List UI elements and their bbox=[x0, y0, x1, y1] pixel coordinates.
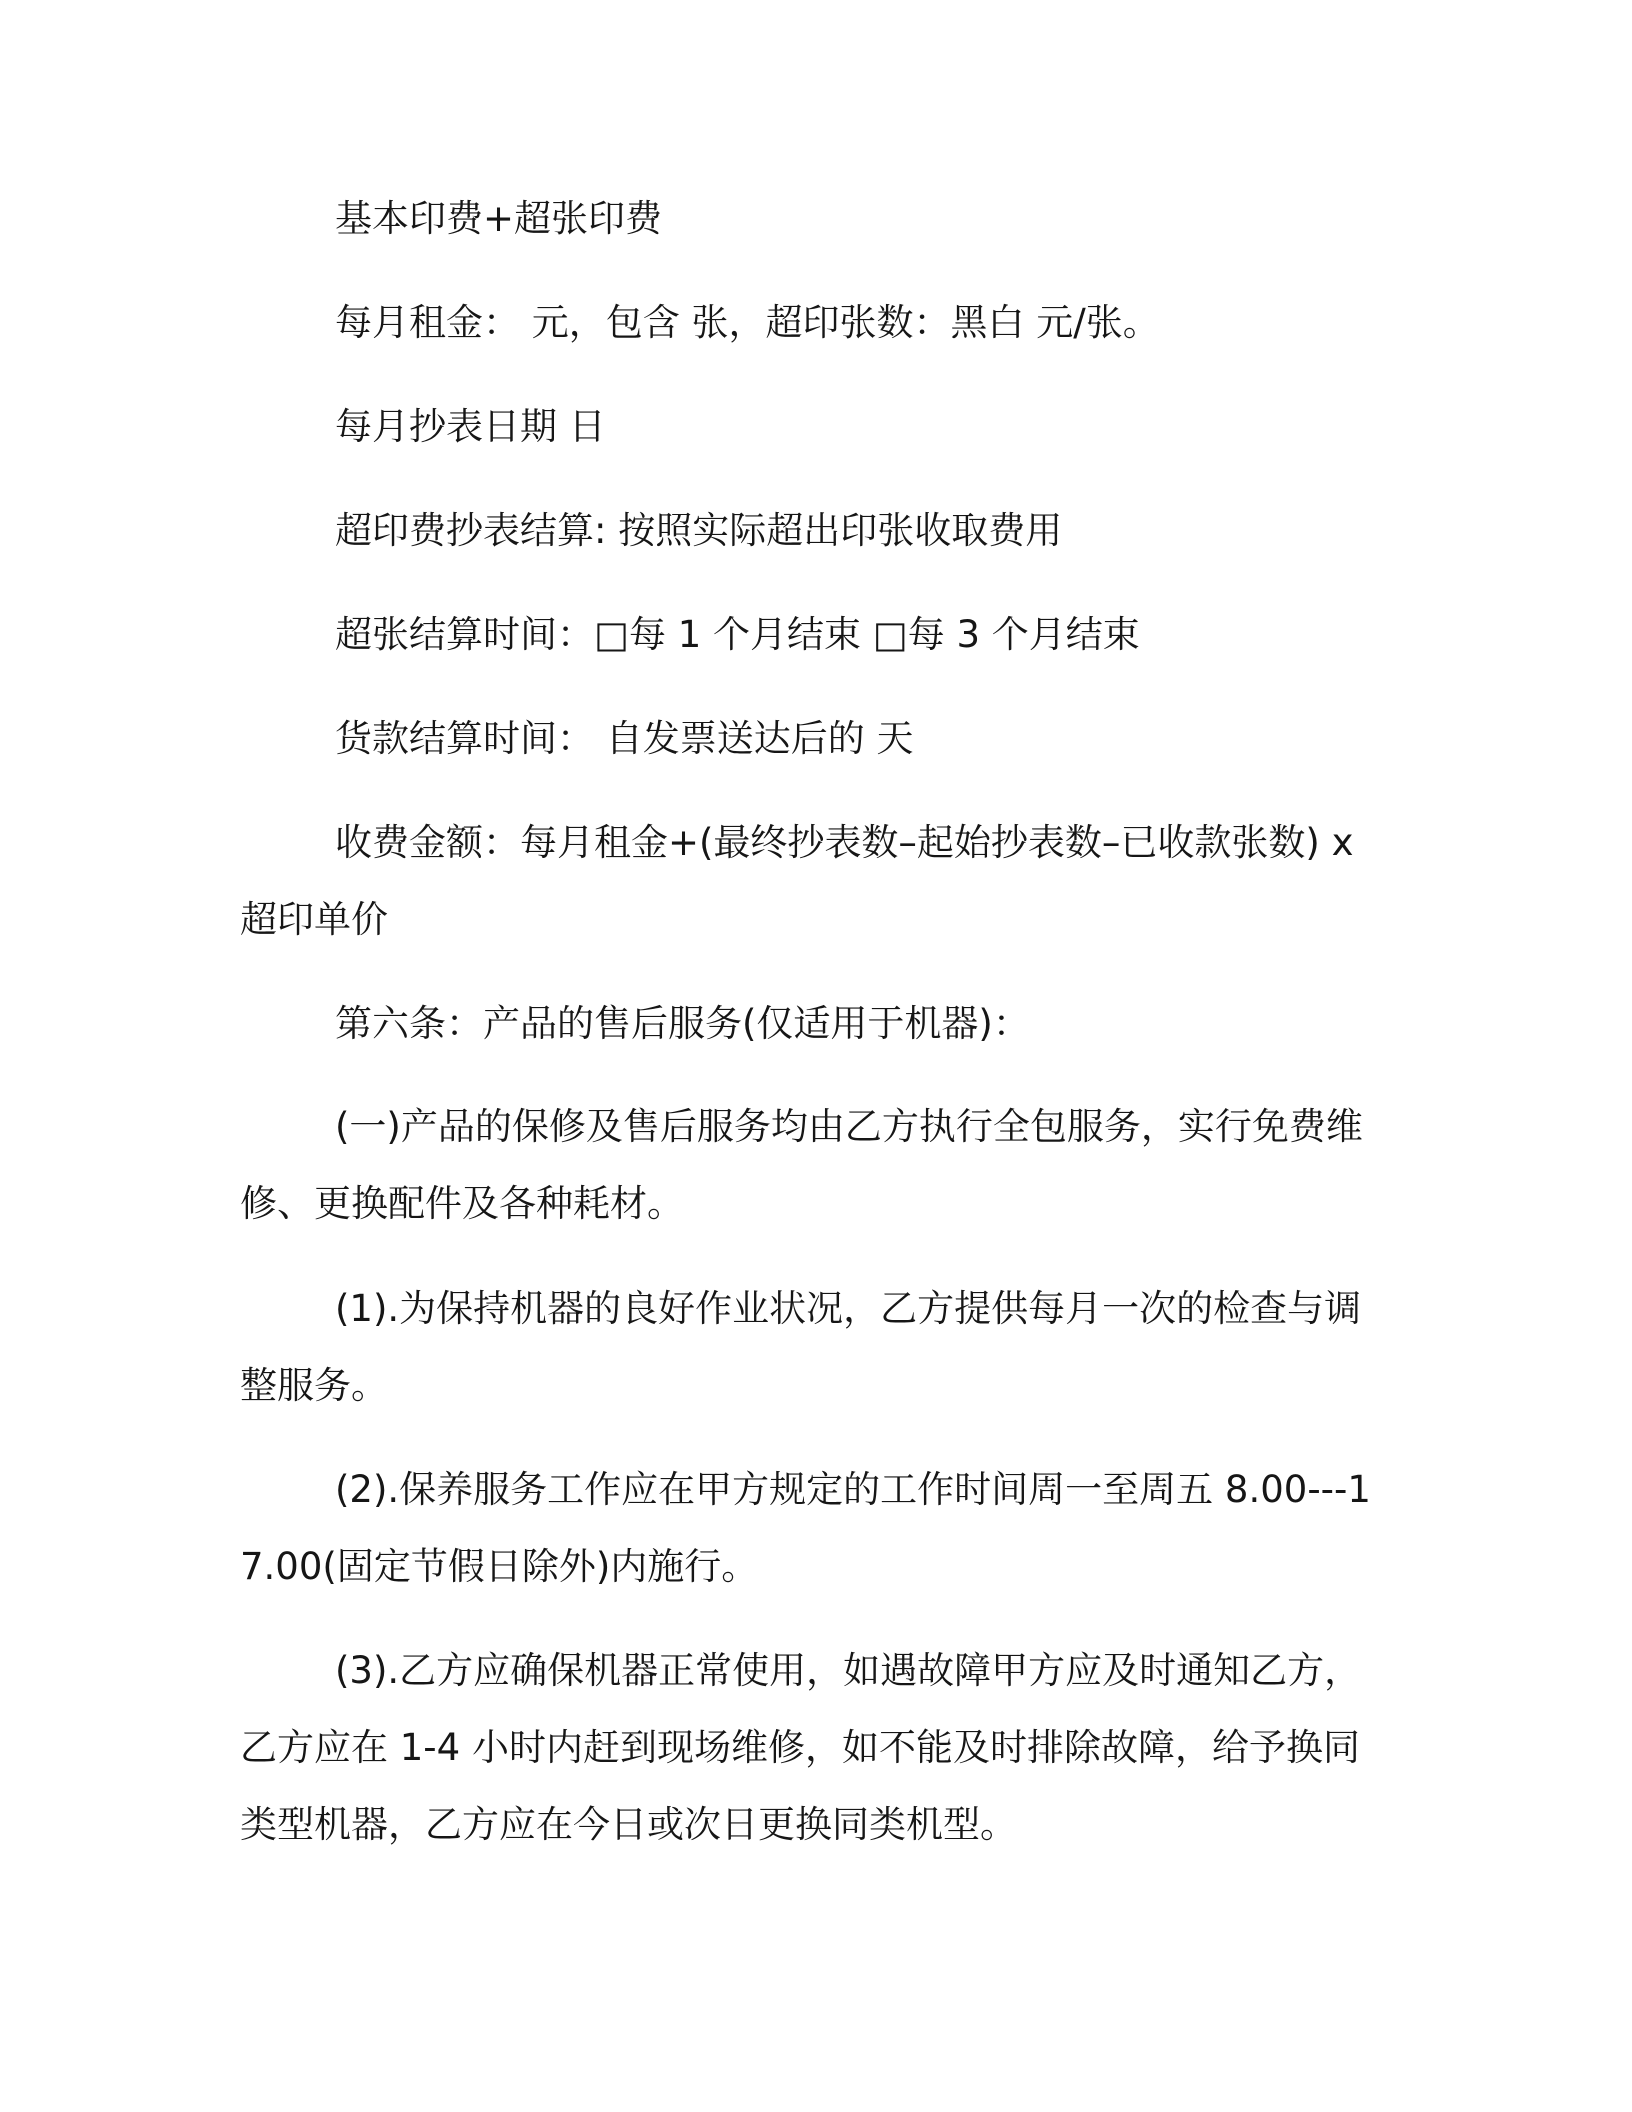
paragraph-basic-fee: 基本印费+超张印费 bbox=[335, 197, 663, 240]
paragraph-meter-reading-date: 每月抄表日期 日 bbox=[335, 405, 606, 448]
paragraph-article-six-heading: 第六条：产品的售后服务(仅适用于机器)： bbox=[335, 1002, 1030, 1045]
paragraph-monthly-inspection: (1).为保持机器的良好作业状况，乙方提供每月一次的检查与调整服务。 bbox=[240, 1287, 1362, 1407]
paragraph-fault-response: (3).乙方应确保机器正常使用，如遇故障甲方应及时通知乙方，乙方应在 1-4 小时内赶到现场维修，如不能及时排除故障，给予换同类型机器，乙方应在今日或次日更换同类机型。 bbox=[240, 1649, 1362, 1846]
paragraph-fee-formula: 收费金额：每月租金+(最终抄表数–起始抄表数–已收款张数) x 超印单价 bbox=[240, 821, 1354, 941]
paragraph-settlement-period: 超张结算时间：□每 1 个月结束 □每 3 个月结束 bbox=[335, 613, 1140, 656]
paragraph-monthly-rent: 每月租金： 元，包含 张，超印张数：黑白 元/张。 bbox=[335, 301, 1160, 344]
paragraph-payment-time: 货款结算时间： 自发票送达后的 天 bbox=[335, 717, 914, 760]
paragraph-maintenance-hours: (2).保养服务工作应在甲方规定的工作时间周一至周五 8.00---17.00(固定节假日除外)内施行。 bbox=[240, 1468, 1371, 1588]
paragraph-overprint-settlement: 超印费抄表结算: 按照实际超出印张收取费用 bbox=[335, 509, 1063, 552]
paragraph-warranty-service: (一)产品的保修及售后服务均由乙方执行全包服务，实行免费维修、更换配件及各种耗材。 bbox=[240, 1105, 1363, 1225]
